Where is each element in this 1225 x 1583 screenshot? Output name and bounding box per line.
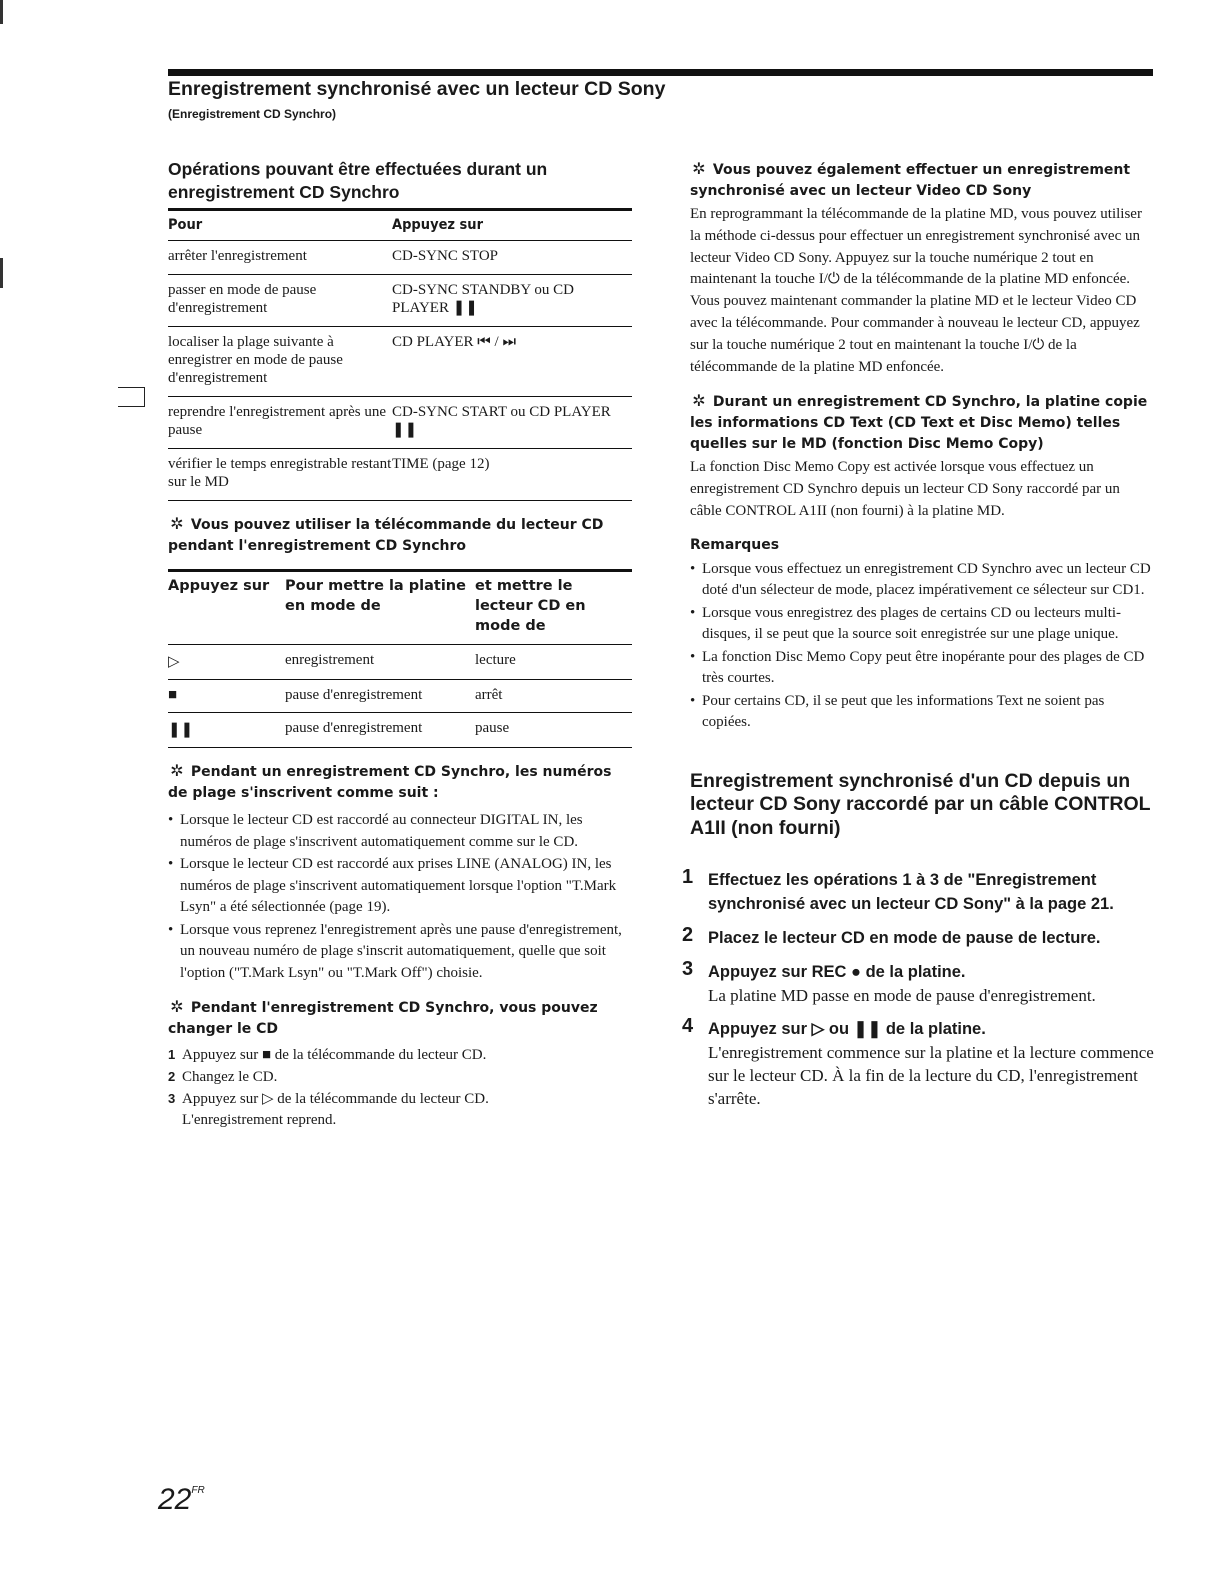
tip-change-text: Pendant l'enregistrement CD Synchro, vous pouvez changer le CD <box>168 1000 598 1037</box>
tip-remote <box>168 513 632 557</box>
ops-pour: passer en mode de pause d'enregistrement <box>168 275 392 327</box>
remarks-heading: Remarques <box>690 536 780 553</box>
numbers-list <box>168 810 632 984</box>
scan-edge-mark <box>0 258 3 288</box>
ops-appuyez: CD-SYNC STANDBY ou CD PLAYER ❚❚ <box>392 275 632 327</box>
list-item <box>682 958 1155 1007</box>
tip-numbers-text: Pendant un enregistrement CD Synchro, les numéros de plage s'inscrivent comme suit : <box>168 764 612 801</box>
page-title-sub: (Enregistrement CD Synchro) <box>168 107 337 121</box>
ops-heading: Opérations pouvant être effectuées durant un enregistrement CD Synchro <box>168 159 548 202</box>
list-item: • Lorsque vous reprenez l'enregistrement après une pause d'enregistrement, un nouveau numéro de plage s'inscrit automatiquement, quelle que soit l'option ("T.Mark Lsyn" ou "T.Mark Off") choisie. <box>168 920 632 985</box>
step-number: 3 <box>682 958 694 981</box>
left-column <box>168 158 632 1131</box>
page-title-main: Enregistrement synchronisé avec un lecteur CD Sony <box>168 78 666 100</box>
step-body: L'enregistrement commence sur la platine et la lecture commence sur le lecteur CD. À la fin de la lecture du CD, l'enregistrement s'arrête. <box>708 1043 1154 1109</box>
tip-remote-text: Vous pouvez utiliser la télécommande du lecteur CD pendant l'enregistrement CD Synchro <box>168 517 604 554</box>
table-row <box>168 327 632 397</box>
remote-col-key: Appuyez sur <box>168 571 285 645</box>
table-row <box>168 241 632 275</box>
remote-lecteur: arrêt <box>475 680 632 713</box>
ops-pour: arrêter l'enregistrement <box>168 241 392 275</box>
page-number: $22^{FR}$ <box>158 1483 205 1516</box>
page-lang-suffix: FR <box>191 1485 205 1496</box>
list-item: 2 Changez le CD. <box>168 1069 278 1085</box>
table-row <box>168 449 632 501</box>
tip-video <box>690 158 1155 202</box>
change-steps <box>168 1044 632 1131</box>
remote-platine: pause d'enregistrement <box>285 713 475 748</box>
remote-lecteur: pause <box>475 713 632 748</box>
remote-key: ■ <box>168 680 285 713</box>
page-title <box>168 78 728 126</box>
ops-appuyez: CD PLAYER ⏮ / ⏭ <box>392 327 632 397</box>
remote-key: ❚❚ <box>168 713 285 748</box>
lightbulb-icon: ✲ <box>170 514 184 533</box>
step-number: 2 <box>682 924 694 947</box>
list-item: • Lorsque vous effectuez un enregistrement CD Synchro avec un lecteur CD doté d'un sélecteur de mode, placez impérativement ce sélecteur sur CD1. <box>690 559 1155 602</box>
remote-table <box>168 569 632 748</box>
remote-key: ▷ <box>168 645 285 680</box>
list-item: • La fonction Disc Memo Copy peut être inopérante pour des plages de CD très courtes. <box>690 647 1155 690</box>
tip-numbers <box>168 760 632 804</box>
top-rule <box>168 69 1153 76</box>
step-number: 4 <box>682 1015 694 1038</box>
step-title: Appuyez sur REC ● de la platine. <box>708 963 966 982</box>
right-column <box>682 158 1155 1120</box>
remote-col-platine: Pour mettre la platine en mode de <box>285 571 475 645</box>
table-row <box>168 713 632 748</box>
lightbulb-icon: ✲ <box>692 391 706 411</box>
remote-platine: enregistrement <box>285 645 475 680</box>
section-tab-mark <box>118 387 145 407</box>
ops-appuyez: CD-SYNC STOP <box>392 241 632 275</box>
remote-platine: pause d'enregistrement <box>285 680 475 713</box>
scan-edge-mark <box>0 0 3 24</box>
ops-appuyez: CD-SYNC START ou CD PLAYER ❚❚ <box>392 397 632 449</box>
list-item <box>682 1015 1155 1110</box>
section2-heading: Enregistrement synchronisé d'un CD depuis un lecteur CD Sony raccordé par un câble CONTROL A1II (non fourni) <box>690 769 1151 839</box>
ops-col-appuyez: Appuyez sur <box>392 210 632 241</box>
tip-memo-body: La fonction Disc Memo Copy est activée lorsque vous effectuez un enregistrement CD Synchro depuis un lecteur CD Sony raccordé par un câble CONTROL A1II (non fourni) à la platine MD. <box>690 459 1120 519</box>
list-item <box>682 924 1155 950</box>
ops-pour: reprendre l'enregistrement après une pause <box>168 397 392 449</box>
step-title: Appuyez sur ▷ ou ❚❚ de la platine. <box>708 1020 986 1039</box>
remote-lecteur: lecture <box>475 645 632 680</box>
tip-video-text: Vous pouvez également effectuer un enregistrement synchronisé avec un lecteur Video CD Sony <box>690 162 1131 199</box>
list-item: 3 Appuyez sur ▷ de la télécommande du lecteur CD. <box>168 1091 489 1107</box>
tip-memo-text: Durant un enregistrement CD Synchro, la platine copie les informations CD Text (CD Text et Disc Memo) telles quelles sur le MD (fonction Disc Memo Copy) <box>690 394 1148 453</box>
list-item: 1 Appuyez sur ■ de la télécommande du lecteur CD. <box>168 1047 487 1063</box>
table-row <box>168 397 632 449</box>
tip-video-body: En reprogrammant la télécommande de la platine MD, vous pouvez utiliser la méthode ci-dessus pour effectuer un enregistrement synchronisé avec un lecteur Video CD Sony. Appuyez sur la touche numérique 2 tout en maintenant la touche I/⏻ de la télécommande de la platine MD enfoncée. Vous pouvez maintenant commander la platine MD et le lecteur Video CD avec la télécommande. Pour commander à nouveau le lecteur CD, appuyez sur la touche numérique 2 tout en maintenant la touche I/⏻ de la télécommande de la platine MD enfoncée. <box>690 206 1142 375</box>
step-title: Placez le lecteur CD en mode de pause de lecture. <box>708 929 1101 948</box>
table-row <box>168 645 632 680</box>
step-body: La platine MD passe en mode de pause d'enregistrement. <box>708 986 1096 1006</box>
remote-col-lecteur: et mettre le lecteur CD en mode de <box>475 571 632 645</box>
tip-memo <box>690 390 1155 455</box>
list-item <box>682 866 1155 916</box>
step-title: Effectuez les opérations 1 à 3 de "Enregistrement synchronisé avec un lecteur CD Sony" à la page 21. <box>708 871 1114 914</box>
ops-table <box>168 208 632 501</box>
lightbulb-icon: ✲ <box>692 159 706 178</box>
list-item: • Lorsque vous enregistrez des plages de certains CD ou lecteurs multi-disques, il se peut que la source soit enregistrée sur une plage unique. <box>690 603 1155 646</box>
section2-steps <box>682 866 1155 1110</box>
remarks-list <box>690 559 1155 734</box>
step-number: 1 <box>682 866 694 889</box>
ops-pour: vérifier le temps enregistrable restant sur le MD <box>168 449 392 501</box>
ops-pour: localiser la plage suivante à enregistrer en mode de pause d'enregistrement <box>168 327 392 397</box>
tip-change <box>168 996 632 1040</box>
list-item: L'enregistrement reprend. <box>182 1112 337 1128</box>
table-row <box>168 275 632 327</box>
lightbulb-icon: ✲ <box>170 761 184 780</box>
list-item: • Lorsque le lecteur CD est raccordé au connecteur DIGITAL IN, les numéros de plage s'inscrivent automatiquement comme sur le CD. <box>168 810 632 853</box>
lightbulb-icon: ✲ <box>170 997 184 1016</box>
list-item: • Pour certains CD, il se peut que les informations Text ne soient pas copiées. <box>690 691 1155 734</box>
ops-col-pour: Pour <box>168 210 392 241</box>
table-row <box>168 680 632 713</box>
ops-appuyez: TIME (page 12) <box>392 449 632 501</box>
list-item: • Lorsque le lecteur CD est raccordé aux prises LINE (ANALOG) IN, les numéros de plage s'inscrivent automatiquement lorsque l'option "T.Mark Lsyn" a été sélectionnée (page 19). <box>168 854 632 919</box>
